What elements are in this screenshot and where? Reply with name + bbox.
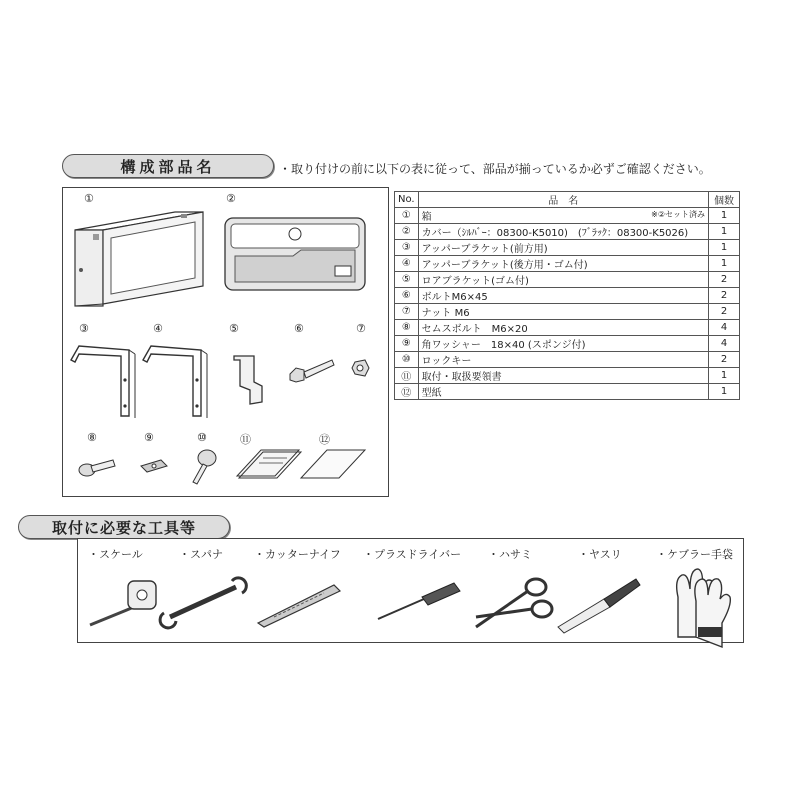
part-number-6: ⑥ <box>294 322 304 335</box>
file-rasp-icon <box>554 575 644 635</box>
section-title-parts: 構成部品名 <box>62 154 274 178</box>
row-name <box>418 208 708 224</box>
row-qty: 2 <box>709 272 740 288</box>
table-header-row <box>395 192 740 208</box>
header-name: 品 名 <box>418 192 708 208</box>
row-qty: 2 <box>709 304 740 320</box>
part-number-9: ⑨ <box>144 431 154 444</box>
section-title-tools: 取付に必要な工具等 <box>18 515 230 539</box>
upper-bracket-front-illustration <box>69 340 144 420</box>
row-name: ナット M6 <box>418 304 708 320</box>
table-row <box>395 272 740 288</box>
tool-label-scale: ・スケール <box>88 548 143 561</box>
part-number-7: ⑦ <box>356 322 366 335</box>
part-number-10: ⑩ <box>197 431 207 444</box>
row-no: ⑫ <box>395 384 419 400</box>
row-name: カバー（ｼﾙﾊﾞｰ：08300-K5010) (ﾌﾞﾗｯｸ：08300-K5026) <box>418 224 708 240</box>
box-illustration <box>71 204 211 309</box>
row-no: ⑦ <box>395 304 419 320</box>
sems-bolt-illustration <box>77 454 117 479</box>
part-number-4: ④ <box>153 322 163 335</box>
row-qty: 1 <box>709 256 740 272</box>
row-qty: 1 <box>709 384 740 400</box>
part-number-5: ⑤ <box>229 322 239 335</box>
tool-label-screwdriver: ・プラスドライバー <box>363 548 462 561</box>
part-number-2: ② <box>226 192 236 205</box>
table-row <box>395 320 740 336</box>
lower-bracket-illustration <box>226 352 266 407</box>
row-note: ※②セット済み <box>651 210 705 219</box>
bolt-illustration <box>288 356 338 386</box>
tool-label-file: ・ヤスリ <box>578 548 622 561</box>
table-row <box>395 240 740 256</box>
row-qty: 2 <box>709 288 740 304</box>
parts-table <box>394 191 740 400</box>
screwdriver-icon <box>374 579 464 624</box>
row-name: ボルトM6×45 <box>418 288 708 304</box>
kevlar-gloves-icon <box>668 567 738 639</box>
lock-key-illustration <box>191 448 219 488</box>
upper-bracket-rear-illustration <box>141 340 216 420</box>
row-no: ⑤ <box>395 272 419 288</box>
row-qty: 4 <box>709 320 740 336</box>
tape-measure-icon <box>88 573 158 633</box>
square-washer-illustration <box>139 458 169 474</box>
row-qty: 1 <box>709 224 740 240</box>
row-qty: 1 <box>709 208 740 224</box>
row-qty: 1 <box>709 240 740 256</box>
row-no: ⑨ <box>395 336 419 352</box>
table-row <box>395 208 740 224</box>
manual-illustration <box>235 446 305 482</box>
cutter-knife-icon <box>254 579 349 629</box>
nut-illustration <box>351 358 371 378</box>
check-instruction: ・取り付けの前に以下の表に従って、部品が揃っているか必ずご確認ください。 <box>279 162 711 176</box>
row-name: セムスボルト M6×20 <box>418 320 708 336</box>
spanner-icon <box>160 577 250 627</box>
scissors-icon <box>468 571 558 636</box>
table-row <box>395 256 740 272</box>
row-qty: 1 <box>709 368 740 384</box>
header-no: No. <box>395 192 419 208</box>
row-no: ② <box>395 224 419 240</box>
row-no: ⑪ <box>395 368 419 384</box>
row-qty: 4 <box>709 336 740 352</box>
part-number-3: ③ <box>79 322 89 335</box>
row-name: 角ワッシャー 18×40 (スポンジ付) <box>418 336 708 352</box>
parts-illustration-panel <box>62 187 389 497</box>
row-name: アッパーブラケット(後方用・ゴム付) <box>418 256 708 272</box>
tool-label-gloves: ・ケブラー手袋 <box>656 548 733 561</box>
tool-label-scissors: ・ハサミ <box>488 548 532 561</box>
table-row <box>395 304 740 320</box>
row-no: ③ <box>395 240 419 256</box>
tool-label-spanner: ・スパナ <box>179 548 223 561</box>
row-name: 型紙 <box>418 384 708 400</box>
cover-illustration <box>223 214 368 294</box>
row-name-text: 箱 <box>421 212 432 223</box>
table-row <box>395 368 740 384</box>
part-number-8: ⑧ <box>87 431 97 444</box>
tool-label-cutter: ・カッターナイフ <box>254 548 341 561</box>
row-name: アッパーブラケット(前方用) <box>418 240 708 256</box>
part-number-12: ⑫ <box>319 433 330 446</box>
table-row <box>395 336 740 352</box>
row-name: 取付・取扱要領書 <box>418 368 708 384</box>
row-no: ① <box>395 208 419 224</box>
table-row <box>395 384 740 400</box>
row-name: ロックキー <box>418 352 708 368</box>
row-qty: 2 <box>709 352 740 368</box>
row-no: ⑥ <box>395 288 419 304</box>
row-no: ⑧ <box>395 320 419 336</box>
table-row <box>395 224 740 240</box>
part-number-11: ⑪ <box>240 433 251 446</box>
table-row <box>395 352 740 368</box>
row-no: ④ <box>395 256 419 272</box>
part-number-1: ① <box>84 192 94 205</box>
template-paper-illustration <box>299 446 369 482</box>
row-no: ⑩ <box>395 352 419 368</box>
header-qty: 個数 <box>709 192 740 208</box>
tools-panel <box>77 538 744 643</box>
row-name: ロアブラケット(ゴム付) <box>418 272 708 288</box>
table-row <box>395 288 740 304</box>
